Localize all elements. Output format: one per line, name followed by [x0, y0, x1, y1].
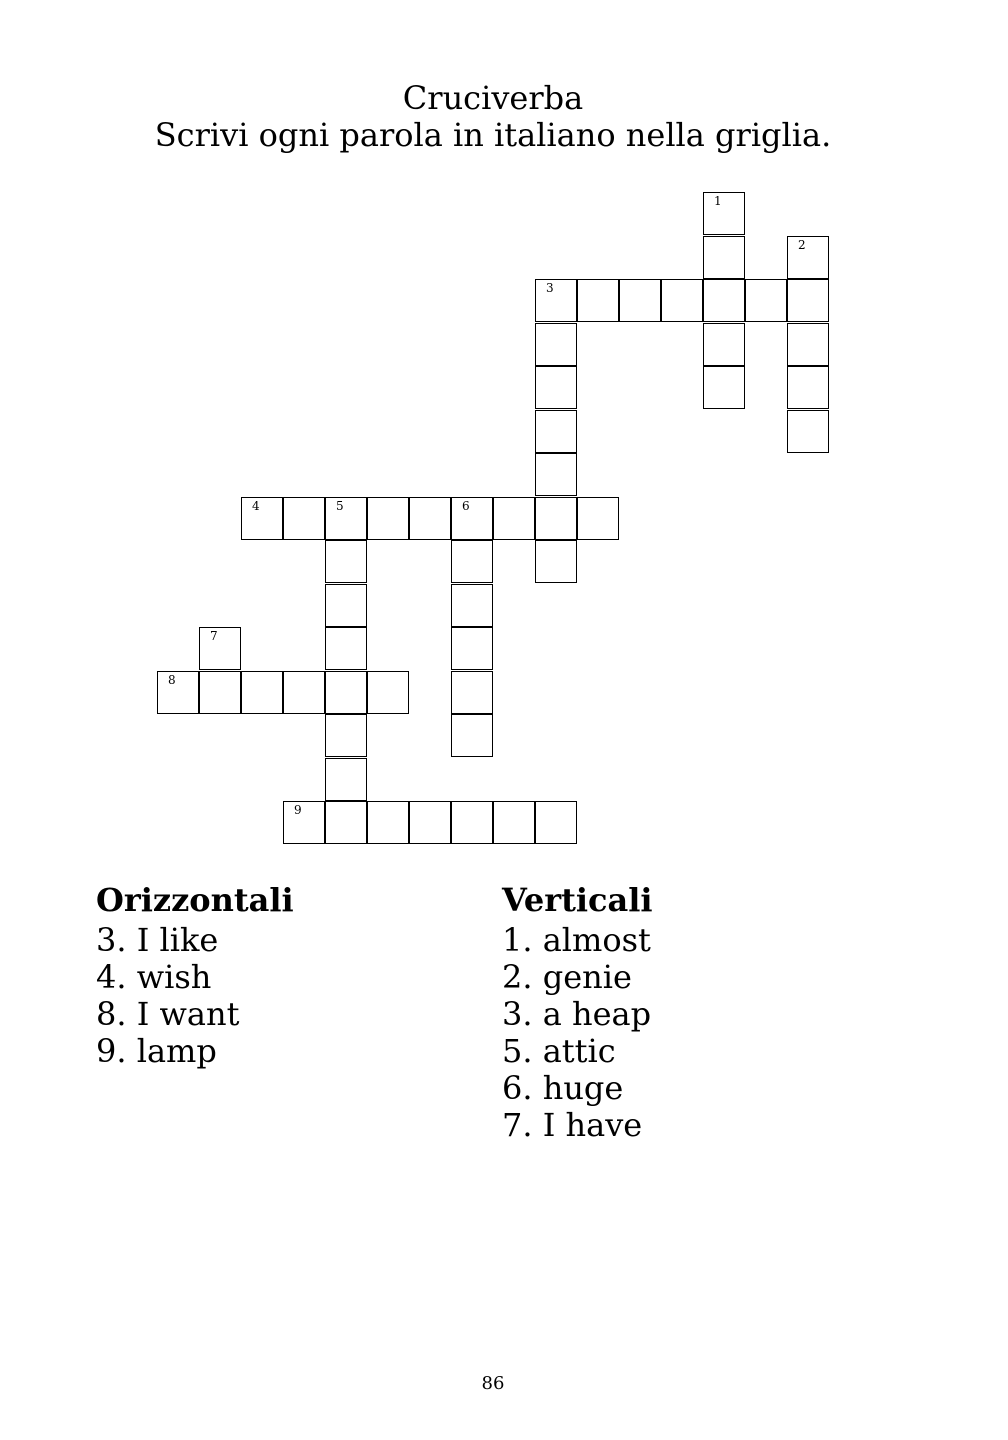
grid-cell[interactable] [325, 540, 367, 583]
grid-cell[interactable] [535, 323, 577, 366]
grid-cell[interactable] [157, 671, 199, 714]
grid-cell[interactable] [325, 627, 367, 670]
grid-cell[interactable] [787, 323, 829, 366]
across-clue: 3. I like [96, 921, 219, 959]
down-clue: 7. I have [502, 1106, 643, 1144]
grid-cell[interactable] [199, 627, 241, 670]
grid-cell[interactable] [703, 366, 745, 409]
clue-number: 6 [462, 498, 470, 513]
grid-cell[interactable] [409, 801, 451, 844]
clue-number: 8 [168, 672, 176, 687]
across-clue: 9. lamp [96, 1032, 217, 1070]
down-clue: 1. almost [502, 921, 651, 959]
grid-cell[interactable] [619, 279, 661, 322]
page-title: Cruciverba [402, 79, 584, 117]
grid-cell[interactable] [577, 279, 619, 322]
grid-cell[interactable] [703, 279, 745, 322]
across-heading: Orizzontali [96, 881, 294, 919]
grid-cell[interactable] [283, 801, 325, 844]
across-clue: 4. wish [96, 958, 212, 996]
down-clue: 2. genie [502, 958, 632, 996]
grid-cell[interactable] [325, 714, 367, 757]
grid-cell[interactable] [745, 279, 787, 322]
grid-cell[interactable] [283, 671, 325, 714]
grid-cell[interactable] [787, 279, 829, 322]
grid-cell[interactable] [535, 410, 577, 453]
grid-cell[interactable] [787, 410, 829, 453]
grid-cell[interactable] [325, 497, 367, 540]
clue-number: 1 [714, 194, 722, 208]
down-clue: 6. huge [502, 1069, 624, 1107]
grid-cell[interactable] [241, 497, 283, 540]
clue-number: 4 [252, 498, 260, 513]
grid-cell[interactable] [283, 497, 325, 540]
grid-cell[interactable] [451, 627, 493, 670]
down-clue: 3. a heap [502, 995, 652, 1033]
grid-cell[interactable] [577, 497, 619, 540]
grid-cell[interactable] [661, 279, 703, 322]
grid-cell[interactable] [535, 279, 577, 322]
grid-cell[interactable] [535, 366, 577, 409]
grid-cell[interactable] [451, 714, 493, 757]
grid-cell[interactable] [367, 801, 409, 844]
clue-number: 5 [336, 498, 344, 513]
page-number: 86 [481, 1373, 505, 1394]
down-clues [502, 880, 653, 1144]
grid-cell[interactable] [325, 758, 367, 801]
grid-cell[interactable] [493, 801, 535, 844]
grid-cell[interactable] [241, 671, 283, 714]
grid-cell[interactable] [535, 801, 577, 844]
down-clue: 5. attic [502, 1032, 616, 1070]
clue-number: 3 [546, 281, 554, 295]
grid-cell[interactable] [787, 366, 829, 409]
grid-cell[interactable] [703, 323, 745, 366]
grid-cell[interactable] [199, 671, 241, 714]
grid-cell[interactable] [703, 236, 745, 279]
down-heading: Verticali [502, 881, 653, 919]
instructions: Scrivi ogni parola in italiano nella griglia. [154, 116, 832, 154]
grid-cell[interactable] [367, 497, 409, 540]
grid-cell[interactable] [535, 540, 577, 583]
grid-cell[interactable] [325, 801, 367, 844]
grid-cell[interactable] [451, 540, 493, 583]
grid-cell[interactable] [535, 497, 577, 540]
grid-cell[interactable] [493, 497, 535, 540]
grid-cell[interactable] [451, 584, 493, 627]
clue-number: 2 [798, 237, 806, 252]
across-clue: 8. I want [96, 995, 240, 1033]
grid-cell[interactable] [409, 497, 451, 540]
clue-number: 7 [210, 629, 218, 643]
grid-cell[interactable] [787, 236, 829, 279]
grid-cell[interactable] [703, 192, 745, 235]
grid-cell[interactable] [325, 671, 367, 714]
clue-number: 9 [294, 803, 302, 817]
grid-cell[interactable] [367, 671, 409, 714]
grid-cell[interactable] [451, 801, 493, 844]
grid-cell[interactable] [535, 453, 577, 496]
grid-cell[interactable] [451, 497, 493, 540]
grid-cell[interactable] [325, 584, 367, 627]
grid-cell[interactable] [451, 671, 493, 714]
across-clues [96, 880, 294, 1070]
